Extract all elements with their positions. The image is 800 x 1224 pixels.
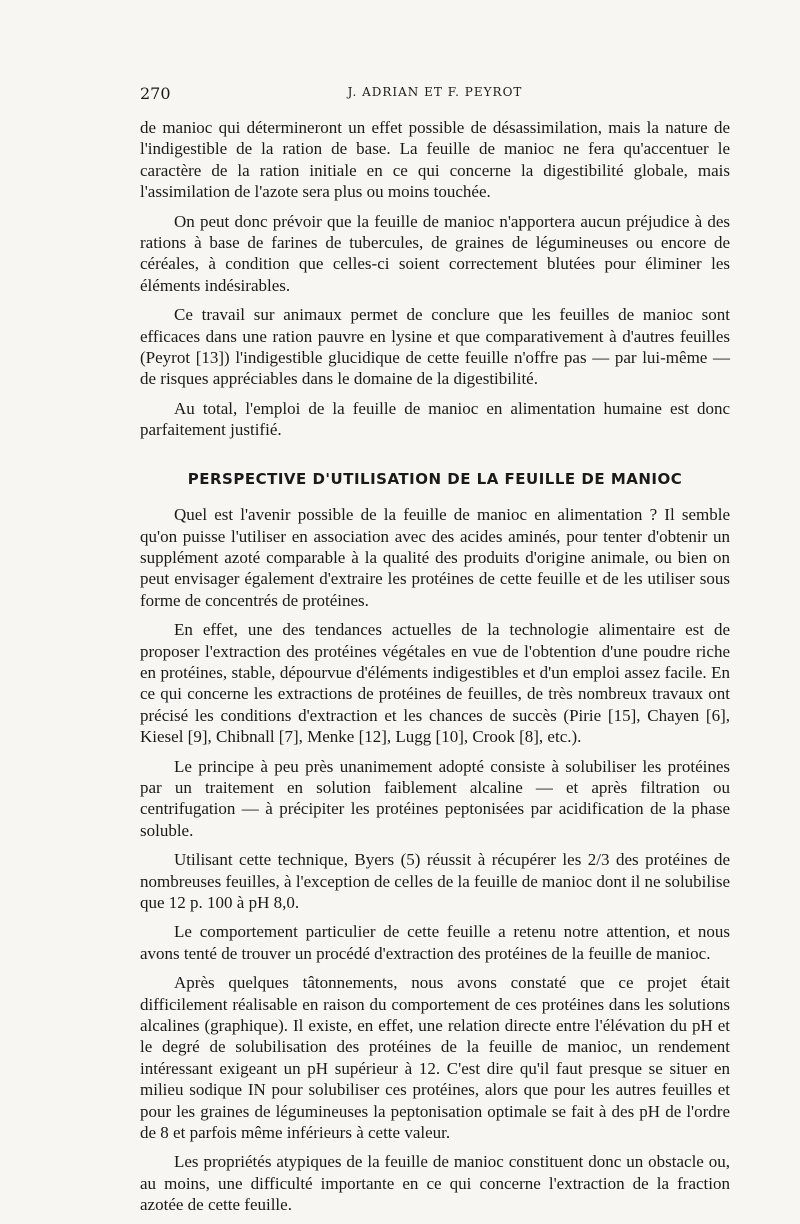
running-head: J. ADRIAN ET F. PEYROT [347, 85, 523, 99]
paragraph: Le principe à peu près unanimement adopté consiste à solubiliser les protéines par un traitement en solution faiblement alcaline — et après filtration ou centrifugation — à précipiter les protéines peptonisées par acidification de la phase soluble. [140, 756, 730, 840]
paragraph: Après quelques tâtonnements, nous avons constaté que ce projet était difficilement réalisable en raison du comportement de ces protéines dans les solutions alcalines (graphique). Il existe, en effet, une relation directe entre l'élévation du pH et le degré de solubilisation des protéines de la feuille de manioc, un rendement intéressant exigeant un pH supérieur à 12. C'est dire qu'il faut presque se situer en milieu sodique IN pour solubiliser ces protéines, alors que pour les autres feuilles et pour les graines de légumineuses la peptonisation optimale se fait à des pH de l'ordre de 8 et parfois même inférieurs à cette valeur. [140, 973, 730, 1143]
paragraph: Ce travail sur animaux permet de conclure que les feuilles de manioc sont efficaces dans une ration pauvre en lysine et que comparativement à d'autres feuilles (Peyrot [13]) l'indigestible glucidique de cette feuille n'offre pas — par lui-même — de risques appréciables dans le domaine de la digestibilité. [140, 305, 730, 389]
paragraph: Utilisant cette technique, Byers (5) réussit à récupérer les 2/3 des protéines de nombreuses feuilles, à l'exception de celles de la feuille de manioc dont il ne solubilise que 12 p. 100 à pH 8,0. [140, 850, 730, 912]
page-number: 270 [140, 84, 171, 103]
paragraph: Le comportement particulier de cette feuille a retenu notre attention, et nous avons tenté de trouver un procédé d'extraction des protéines de la feuille de manioc. [140, 922, 730, 963]
paragraph: Les propriétés atypiques de la feuille de manioc constituent donc un obstacle ou, au moins, une difficulté importante en ce qui concerne l'extraction de la fraction azotée de cette feuille. [140, 1152, 730, 1215]
paragraph: Au total, l'emploi de la feuille de manioc en alimentation humaine est donc parfaitement justifié. [140, 398, 730, 440]
body-text [140, 117, 730, 1224]
paragraph: Quel est l'avenir possible de la feuille de manioc en alimentation ? Il semble qu'on puisse l'utiliser en association avec des acides aminés, pour tenter d'obtenir un supplément azoté comparable à la qualité des produits d'origine animale, ou bien on peut envisager également d'extraire les protéines de cette feuille et de les utiliser sous forme de concentrés de protéines. [140, 505, 730, 610]
page-header [140, 84, 730, 104]
paragraph: de manioc qui détermineront un effet possible de désassimilation, mais la nature de l'indigestible de la ration de base. La feuille de manioc ne fera qu'accentuer le caractère de la ration initiale en ce qui concerne la digestibilité globale, mais l'assimilation de l'azote sera plus ou moins touchée. [140, 118, 730, 202]
paragraph: En effet, une des tendances actuelles de la technologie alimentaire est de proposer l'extraction des protéines végétales en vue de l'obtention d'une poudre riche en protéines, stable, dépourvue d'éléments indigestibles et d'un emploi assez facile. En ce qui concerne les extractions de protéines de feuilles, de très nombreux travaux ont précisé les conditions d'extraction et les chances de succès (Pirie [15], Chayen [6], Kiesel [9], Chibnall [7], Menke [12], Lugg [10], Crook [8], etc.). [140, 620, 730, 747]
section-heading: PERSPECTIVE D'UTILISATION DE LA FEUILLE DE MANIOC [187, 469, 683, 488]
paragraph: On peut donc prévoir que la feuille de manioc n'apportera aucun préjudice à des rations à base de farines de tubercules, de graines de légumineuses ou encore de céréales, à condition que celles-ci soient correctement blutées pour éliminer les éléments indésirables. [140, 211, 730, 295]
